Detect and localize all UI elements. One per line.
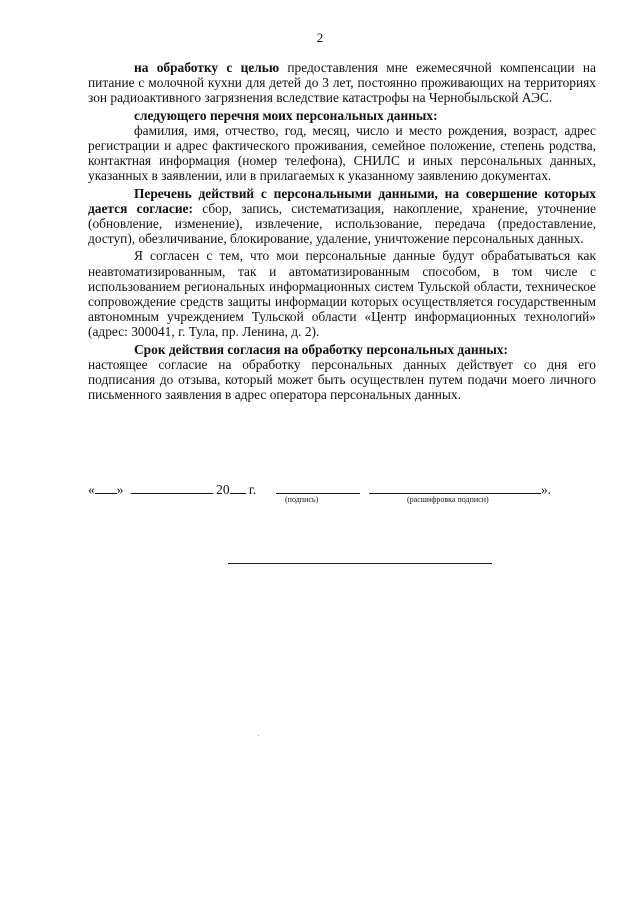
decoding-caption: (расшифровка подписи) (407, 495, 489, 504)
signature-line (88, 482, 596, 498)
month-blank[interactable] (131, 493, 213, 494)
data-list-heading-paragraph (88, 108, 596, 123)
purpose-paragraph (88, 60, 596, 106)
page-number: 2 (316, 30, 324, 45)
signature-caption: (подпись) (285, 495, 319, 504)
processing-paragraph: Я согласен с тем, что мои персональные данные будут обрабатываться как неавтоматизированным, так и автоматизированным способом, в том числе с использованием региональных информационных систем Тульской области, техническое сопровождение средств защиты информации которых осуществляется государственным автономным учреждением Тульской области «Центр информационных технологий» (адрес: 300041, г. Тула, пр. Ленина, д. 2). (88, 248, 596, 340)
signature-blank[interactable] (276, 493, 360, 494)
actions-heading: Перечень действий с персональными данными, на совершение которых дается согласие: (88, 185, 596, 216)
purpose-heading: на обработку с целью (134, 60, 280, 75)
end-mark: ». (540, 482, 551, 497)
validity-heading: Срок действия согласия на обработку персональных данных: (134, 341, 508, 357)
year-blank[interactable] (230, 493, 246, 494)
day-blank[interactable] (95, 493, 117, 494)
document-body (88, 60, 596, 402)
bottom-divider (228, 563, 492, 564)
decoding-blank[interactable] (369, 493, 541, 494)
open-quote: « (88, 482, 95, 497)
validity-heading-paragraph (88, 342, 596, 357)
validity-paragraph: настоящее согласие на обработку персональных данных действует со дня его подписания до отзыва, который может быть осуществлен путем подачи моего личного письменного заявления в адрес оператора персональных данных. (88, 356, 596, 403)
scan-speck (258, 735, 259, 736)
year-suffix: г. (248, 482, 257, 497)
purpose-text: предоставления мне ежемесячной компенсации на питание с молочной кухни для детей до 3 лет, постоянно проживающих на территориях зон радиоактивного загрязнения вследствие катастрофы на Чернобыльской АЭС. (88, 60, 596, 106)
data-list-paragraph: фамилия, имя, отчество, год, месяц, число и место рождения, возраст, адрес регистрации и адрес фактического проживания, семейное положение, степень родства, контактная информация (номер телефона), СНИЛС и иных персональных данных, указанных в заявлении, или в прилагаемых к указанному заявлению документах. (88, 122, 596, 184)
close-quote: » (116, 482, 124, 497)
year-prefix: 20 (216, 482, 230, 497)
data-list-heading: следующего перечня моих персональных данных: (134, 107, 438, 123)
actions-paragraph (88, 186, 596, 247)
actions-text: сбор, запись, систематизация, накопление, хранение, уточнение (обновление, изменение), извлечение, использование, передача (предоставление, доступ), обезличивание, блокирование, удаление, уничтожение персональных данных. (88, 200, 597, 247)
